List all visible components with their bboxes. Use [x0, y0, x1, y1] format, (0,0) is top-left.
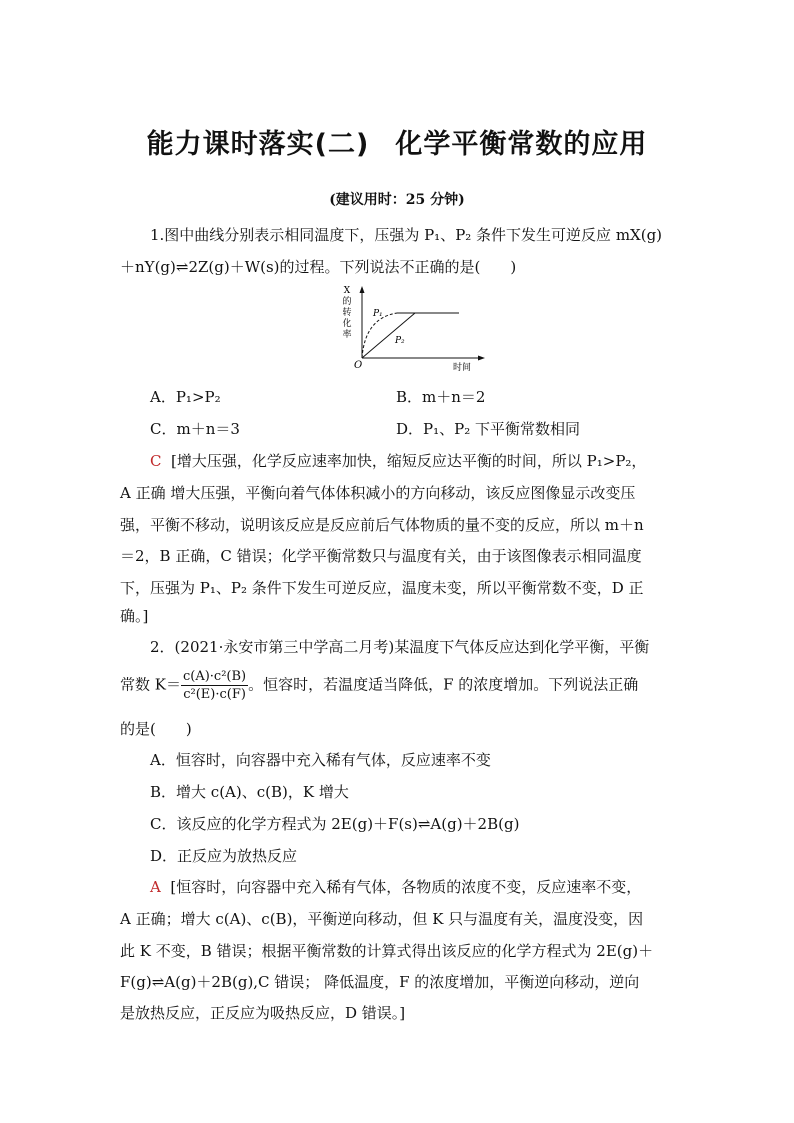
- q2-answer-line4: F(g)⇌A(g)＋2B(g),C 错误； 降低温度，F 的浓度增加，平衡逆向移动，逆向: [120, 973, 640, 991]
- title-sub: 化学平衡常数的应用: [395, 129, 648, 160]
- q1-answer-line1: [150, 450, 680, 472]
- q1-option-b: B．m＋n＝2: [396, 388, 486, 406]
- q1-answer-line5: 下，压强为 P₁、P₂ 条件下发生可逆反应，温度未变，所以平衡常数不变，D 正: [120, 579, 644, 597]
- chart-curve-p2: [362, 313, 415, 358]
- page-title: [0, 122, 794, 161]
- chart-ylabel-2: 转: [342, 308, 352, 318]
- q1-answer-text1: [增大压强，化学反应速率加快，缩短反应达平衡的时间，所以 P₁>P₂，: [171, 452, 647, 470]
- q2-k-numerator: c(A)·c²(B): [182, 669, 247, 684]
- q2-stem-line3: 的是( ): [120, 720, 192, 738]
- chart-ylabel-1: 的: [342, 297, 352, 307]
- q1-stem-line2: ＋nY(g)⇌2Z(g)＋W(s)的过程。下列说法不正确的是( ): [120, 258, 517, 276]
- q2-option-a: A．恒容时，向容器中充入稀有气体，反应速率不变: [150, 751, 491, 769]
- q2-k-denominator: c²(E)·c(F): [183, 687, 246, 702]
- time-note: (建议用时：25 分钟): [329, 192, 465, 208]
- q2-answer-text1: [恒容时，向容器中充入稀有气体，各物质的浓度不变，反应速率不变，: [170, 878, 642, 896]
- q1-answer-line3: 强，平衡不移动，说明该反应是反应前后气体物质的量不变的反应，所以 m＋n: [120, 516, 644, 534]
- q1-conversion-chart: [335, 282, 495, 374]
- q2-answer-line2: A 正确；增大 c(A)、c(B)，平衡逆向移动，但 K 只与温度有关，温度没变，因: [120, 910, 644, 928]
- chart-y-arrow: [360, 286, 365, 293]
- q1-option-a: A．P₁>P₂: [150, 388, 221, 406]
- q2-answer-line1: [150, 876, 680, 898]
- q1-answer-letter: C: [150, 452, 162, 470]
- chart-label-p1: P₁: [373, 309, 383, 319]
- q1-option-d: D．P₁、P₂ 下平衡常数相同: [396, 420, 581, 438]
- chart-ylabel-4: 率: [342, 330, 352, 340]
- q2-k-suffix: 。恒容时，若温度适当降低，F 的浓度增加。下列说法正确: [248, 675, 639, 694]
- chart-curve-p1: [362, 313, 397, 358]
- q1-option-c: C．m＋n＝3: [150, 420, 240, 438]
- chart-x-arrow: [478, 356, 485, 361]
- q2-option-c: C．该反应的化学方程式为 2E(g)＋F(s)⇌A(g)＋2B(g): [150, 815, 520, 833]
- q2-answer-line5: 是放热反应，正反应为吸热反应，D 错误。]: [120, 1004, 406, 1022]
- q1-stem-line1: 1.图中曲线分别表示相同温度下，压强为 P₁、P₂ 条件下发生可逆反应 mX(g): [150, 226, 663, 244]
- chart-label-p2: P₂: [395, 336, 405, 346]
- title-main: 能力课时落实(二): [146, 129, 370, 160]
- q2-answer-letter: A: [150, 878, 161, 896]
- q2-option-b: B．增大 c(A)、c(B)，K 增大: [150, 783, 349, 801]
- q2-k-fraction: [181, 668, 248, 703]
- q1-answer-line4: ＝2，B 正确，C 错误；化学平衡常数只与温度有关，由于该图像表示相同温度: [120, 547, 642, 565]
- q2-answer-line3: 此 K 不变，B 错误；根据平衡常数的计算式得出该反应的化学方程式为 2E(g)＋: [120, 942, 654, 960]
- q2-option-d: D．正反应为放热反应: [150, 847, 298, 865]
- chart-ylabel-0: X: [343, 286, 351, 296]
- q2-k-prefix: 常数 K＝: [120, 675, 181, 694]
- chart-origin-label: O: [354, 360, 363, 371]
- chart-xlabel: 时间: [453, 363, 472, 373]
- q2-stem-line1: 2．(2021·永安市第三中学高二月考)某温度下气体反应达到化学平衡，平衡: [150, 638, 650, 656]
- q2-stem-line2: [120, 668, 680, 703]
- chart-ylabel-3: 化: [342, 319, 352, 329]
- q1-answer-line6: 确。]: [120, 607, 149, 625]
- q1-answer-line2: A 正确 增大压强，平衡向着气体体积减小的方向移动，该反应图像显示改变压: [120, 484, 636, 502]
